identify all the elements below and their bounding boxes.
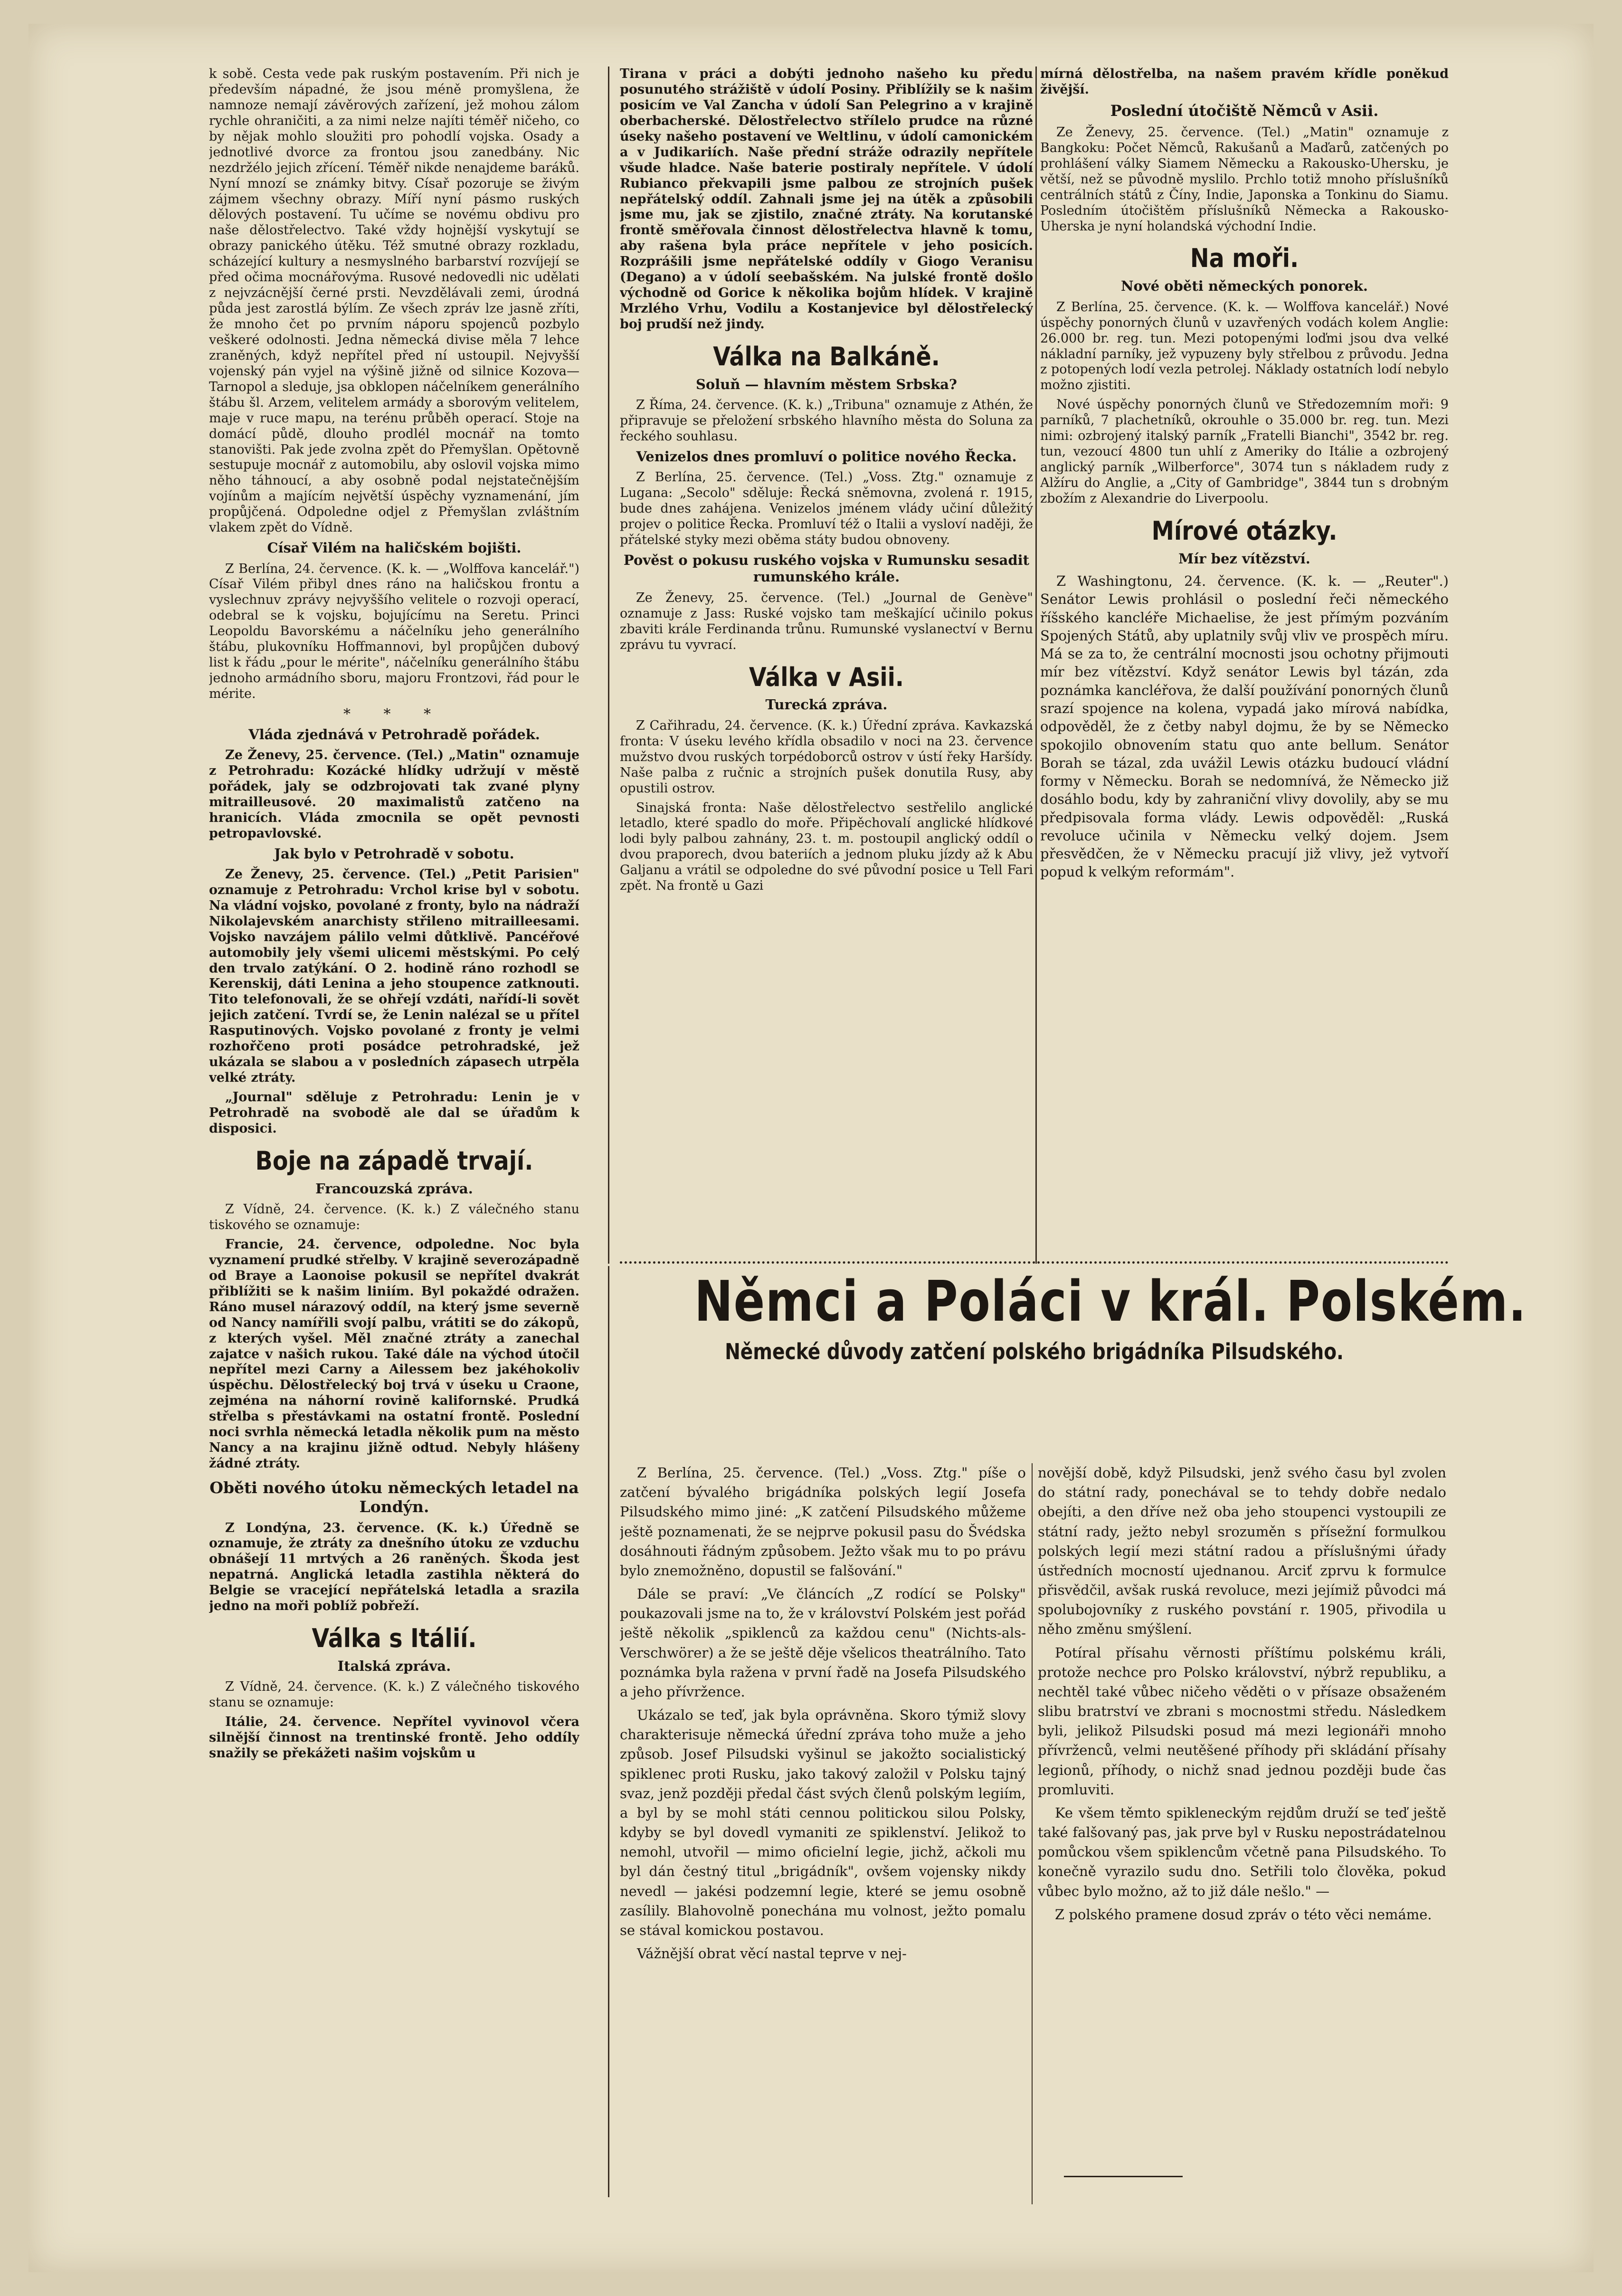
column-2 — [620, 67, 1033, 1259]
article-text: Z Vídně, 24. července. (K. k.) Z válečného stanu tiskového se oznamuje: — [209, 1202, 579, 1233]
article-text: Itálie, 24. července. Nepřítel vyvinovol včera silnější činnost na trentinské frontě. Jeho oddíly snažily se překážeti našim vojskům u — [209, 1715, 579, 1761]
article-text: Potíral přísahu věrnosti příštímu polskému králi, protože nechce pro Polsko království, nýbrž republiku, a nechtěl také vůbec ničeho věděti o v přísaze obsaženém slibu bratrství ve zbrani s mocnostmi středu. Následkem byli, jelikož Pilsudski posud má mezi legionáři mnoho přívrženců, velmi neutěšené příhody při skládání přísahy legionů, příhody, o nichž snad jednou později bude čas promluviti. — [1038, 1644, 1446, 1798]
lead-article-header — [620, 1268, 1527, 1364]
article-text: Sinajská fronta: Naše dělostřelectvo sestřelilo anglické letadlo, které spadlo do moře. Připěchovalí anglické hlídkové lodi byly palbou zahnány, 23. t. m. postoupil anglický oddíl o dvou praporech, dvou bateriích a jednom pluku jízdy až k Abu Galjanu a vrátil se odpoledne do své původní posice u Tell Fari zpět. Na frontě u Gazi — [620, 800, 1033, 894]
article-text: Z Berlína, 25. července. (Tel.) „Voss. Ztg." píše o zatčení bývalého brigádníka polských legií Josefa Pilsudského mimo jiné: „K zatčení Pilsudského můžeme ještě poznamenati, že se nejprve pokusil pasu do Švédska dosáhnouti řádným způsobem. Ježto však mu to po právu bylo znemožněno, dopustil se falšování." — [620, 1465, 1026, 1579]
section-headline: Na moři. — [1190, 243, 1299, 274]
article-text: k sobě. Cesta vede pak ruským postavením. Při nich je především nápadné, že jsou méně promyšlena, že namnoze nemají závěrových zařízení, jež mohou zálom rychle ohraničiti, a za nimi nelze najíti téměř ničeho, co by nějak mohlo sloužiti pro pohodlí vojska. Osady a jednotlivé dvorce za frontou jsou zanedbány. Nic nezdržélo jejich zřícení. Téměř nikde nenajdeme baráků. Nyní mnozí se známky bitvy. Císař pozoruje se živým zájmem všechny obrazy. Míří nyní pásmo ruských dělových postavení. Tu učíme se novému obdivu pro naše dělostřelectvo. Také vždy hojnější vyskytují se obrazy panického útěku. Též smutné obrazy rozkladu, scházející kultury a nesmyslného barbarství rozvíjejí se před očima mocnářovýma. Rusové nedovedli nic udělati z nejvzácnější černé prsti. Nevzdělávali zemi, úrodná půda jest zarostlá býlím. Ze všech zpráv lze jasně zříti, že mnoho čet po prvním náporu spojenců pozbylo veškeré odolnosti. Jedna německá divise měla 7 lehce zraněných, když nepřítel před ní ustoupil. Nejvyšší vojenský pán vyjel na výšině jižně od silnice Kozova—Tarnopol a sleduje, jsa obklopen náčelníkem generálního štábu šl. Arzem, velitelem armády a sborovým velitelem, maje v ruce mapu, na terénu průběh operací. Stoje na domácí půdě, dlouho prodlél mocnář na tomto stanovišti. Pak jede zvolna zpět do Přemyšlan. Opětovně sestupuje mocnář z automobilu, aby oslovil vojska mimo něho táhnoucí, a aby osobně podal nejstatečnějším vojínům a majícím největší úspěchy vyznamenání, jím propůjčená. Odpoledne odjel z Přemyšlan zvláštním vlakem zpět do Vídně. — [209, 67, 579, 535]
article-text: Z Berlína, 24. července. (K. k. — „Wolffova kancelář.") Císař Vilém přibyl dnes ráno na haličskou frontu a vyslechnuv zprávy nejvyššího velitele o rozvoji operací, odebral se k vojsku, bojujícímu na Seretu. Princi Leopoldu Bavorskému a náčelníku jeho generálního štábu, plukovníku Hoffmannovi, byl propůjčen dubový list k řádu „pour le mérite", náčelníku generálního štábu jednoho armádního sboru, majoru Frontzovi, řád pour le mérite. — [209, 561, 579, 701]
section-headline: Válka v Asii. — [749, 662, 904, 692]
section-divider: * * * — [343, 705, 446, 723]
section-headline: Válka s Itálií. — [312, 1623, 477, 1654]
headline: Oběti nového útoku německých letadel na Londýn. — [209, 1478, 579, 1516]
article-text: novější době, když Pilsudski, jenž svého času byl zvolen do státní rady, ponechával se to tehdy dobře nedalo obejíti, a den dříve než oba jeho stoupenci vystoupili ze státní rady, ježto nebyl srozuměn s přísežní formulkou polských legií mezi státní radou a příslušnými úřady ústředních mocností ujednanou. Arciť zprvu k formulce přisvědčil, avšak ruská revoluce, mezi jejímiž původci má spolubojovníky z ruského povstání r. 1905, přivodila u něho změnu smýšlení. — [1038, 1465, 1446, 1638]
headline: Vláda zjednává v Petrohradě pořádek. — [248, 726, 540, 743]
article-text: Dále se praví: „Ve článcích „Z rodící se Polsky" poukazovali jsme na to, že v království Polském jest pořád ještě několik „spiklenců za každou cenu" (Nichts-als-Verschwörer) a že se ještě děje všelicos theatrálního. Tato poznámka byla ražena v první řadě na Josefa Pilsudského a jeho přívržence. — [620, 1586, 1026, 1700]
article-text: Ze Ženevy, 25. července. (Tel.) „Matin" oznamuje z Petrohradu: Kozácké hlídky udržují v městě pořádek, jaly se odzbrojovati tak zvané plyny mitrailleusové. 20 maximalistů zatčeno na hranicích. Vláda zmocnila se opět pevnosti petropavlovské. — [209, 747, 579, 841]
subheadline: Francouzská zpráva. — [315, 1180, 473, 1197]
article-text: Vážnější obrat věcí nastal teprve v nej- — [637, 1945, 907, 1962]
column-1 — [209, 67, 579, 2166]
section-headline: Válka na Balkáně. — [713, 341, 940, 372]
article-text: Z polského pramene dosud zpráv o této věci nemáme. — [1055, 1906, 1432, 1923]
column-3 — [1040, 67, 1449, 1259]
article-text: Ze Ženevy, 25. července. (Tel.) „Matin" oznamuje z Bangkoku: Počet Němců, Rakušanů a Maďarů, zatčených po prohlášení války Siamem Německu a Rakousko-Uhersku, je větší, než se původně myslilo. Prchlo totiž mnoho příslušníků centrálních států z Číny, Indie, Japonska a Tonkinu do Siamu. Posledním útočištěm příslušníků Německa a Rakousko-Uherska je nyní holandská východní Indie. — [1040, 124, 1449, 234]
article-text: Z Vídně, 24. července. (K. k.) Z válečného tiskového stanu se oznamuje: — [209, 1679, 579, 1710]
article-text: Z Berlína, 25. července. (Tel.) „Voss. Ztg." oznamuje z Lugana: „Secolo" sděluje: Řecká sněmovna, zvolená r. 1915, bude dnes zahájena. Venizelos jménem vlády učiní důležitý projev o politice Řecka. Promluví též o Italii a vysloví naději, že přátelské styky mezi oběma státy budou obnoveny. — [620, 470, 1033, 548]
article-text: Ukázalo se teď, jak byla oprávněna. Skoro týmiž slovy charakterisuje německá úřední zpráva toho muže a jeho způsob. Josef Pilsudski vyšinul se jakožto socialistický spiklenec proti Rusku, jako takový založil v Polsku tajný svaz, jenž později předal část svých členů polským legiím, a byl by se mohl státi cennou politickou silou Polsky, kdyby se byl dovedl vymaniti ze spiklenství. Jelikož to nemohl, utvořil — mimo oficielní legie, jichž, ačkoli mu byl dán čestný titul „brigádník", ovšem vojensky nikdy nevedl — jakési podzemní legie, které se jemu osobně zasílily. Blahovolně ponechána mu volnost, ježto pomalu se stával komickou postavou. — [620, 1707, 1026, 1938]
column-rule — [1032, 1463, 1033, 2204]
column-rule — [1035, 67, 1037, 1264]
headline: Jak bylo v Petrohradě v sobotu. — [274, 845, 514, 862]
column-rule — [608, 67, 609, 1264]
article-text: Ke všem těmto spikleneckým rejdům druží se teď ještě také falšovaný pas, jak prve byl v Rusku nepostrádatelnou pomůckou všem spiklencům včetně pana Pilsudského. To konečně vyrazilo sudu dno. Setřili tolo člověka, pokud vůbec bylo možno, až to již dále nešlo." — — [1038, 1804, 1446, 1899]
lead-article-column-2 — [1038, 1463, 1446, 2242]
article-text: Z Londýna, 23. července. (K. k.) Úředně se oznamuje, že ztráty za dnešního útoku ze vzduchu obnášejí 11 mrtvých a 26 raněných. Škoda jest nepatrná. Anglická letadla zastihla některá do Belgie se vracející nepřátelská letadla a srazila jedno na moři poblíž pobřeží. — [209, 1520, 579, 1614]
lead-article-column-1 — [620, 1463, 1026, 2242]
dotted-divider — [620, 1261, 1449, 1268]
headline: Poslední útočiště Němců v Asii. — [1110, 101, 1379, 120]
end-rule — [1064, 2176, 1183, 2177]
article-text: mírná dělostřelba, na našem pravém křídle poněkud živější. — [1040, 67, 1449, 97]
article-text: Nové úspěchy ponorných člunů ve Středozemním moři: 9 parníků, 7 plachetníků, okrouhle o 35.000 br. reg. tun. Mezi nimi: ozbrojený italský parník „Fratelli Bianchi", 3542 br. reg. tun, vezoucí 4800 tun uhlí z Ameriky do Itálie a ozbrojený anglický parník „Wilberforce", 3074 tun s nákladem rudy z Alžíru do Anglie, a „City of Gambridge", 3844 tun s drobným zbožím z Alexandrie do Liverpoolu. — [1040, 397, 1449, 506]
subheadline: Soluň — hlavním městem Srbska? — [695, 376, 958, 392]
article-text: Ze Ženevy, 25. července. (Tel.) „Journal de Genève" oznamuje z Jass: Ruské vojsko tam meškající učinilo pokus zbaviti krále Ferdinanda trůnu. Rumunské vyslanectví v Bernu zprávu tu vyvrací. — [620, 590, 1033, 652]
article-text: „Journal" sděluje z Petrohradu: Lenin je v Petrohradě na svobodě ale dal se úřadům k disposici. — [209, 1090, 579, 1136]
article-text: Z Cařihradu, 24. července. (K. k.) Úřední zpráva. Kavkazská fronta: V úseku levého křídla obsadilo v noci na 23. července mužstvo dvou ruských torpédoborců ostrov v ústí řeky Haršídy. Naše palba z ručnic a strojních pušek donutila Rusy, aby opustili ostrov. — [620, 718, 1033, 796]
column-rule — [608, 1266, 609, 2197]
subheadline: Mír bez vítězství. — [1178, 550, 1310, 567]
section-headline: Mírové otázky. — [1151, 515, 1337, 546]
article-text: Z Berlína, 25. července. (K. k. — Wolffova kancelář.) Nové úspěchy ponorných člunů v uzavřených vodách kolem Anglie: 26.000 br. reg. tun. Mezi potopenými loďmi jsou dva velké nákladní parníky, jež vypuzeny byly střelbou z průvodu. Jedna z potopených lodí vezla petrolej. Náklady ostatních lodí nebylo možno zjistiti. — [1040, 299, 1449, 393]
article-text: Francie, 24. července, odpoledne. Noc byla vyznamení prudké střelby. V krajině severozápadně od Braye a Laonoise pokusil se nepřítel dvakrát přiblížiti se k našim liniím. Byl pokaždé odražen. Ráno musel nárazový oddíl, na který jsme severně od Nancy namířili svojí palbu, vrátiti se do zákopů, z kterých vyšel. Měl značné ztráty a zanechal zajatce v našich rukou. Také dále na východ útočil nepřítel mezi Carny a Ailessem bez jakéhokoliv úspěchu. Dělostřelecký boj trvá v úseku u Craone, zejména na náhorní rovině kalifornské. Prudká střelba s přestávkami na ostatní frontě. Poslední noci svrhla německá letadla několik pum na město Nancy a na krajinu jižně odtud. Nebyly hlášeny žádné ztráty. — [209, 1237, 579, 1471]
section-headline: Boje na západě trvají. — [255, 1145, 533, 1176]
subheadline: Nové oběti německých ponorek. — [1121, 278, 1368, 295]
lead-subheadline: Německé důvody zatčení polského brigádníka Pilsudského. — [725, 1339, 1344, 1364]
lead-headline: Němci a Poláci v král. Polském. — [694, 1268, 1527, 1334]
article-text: Z Říma, 24. července. (K. k.) „Tribuna" oznamuje z Athén, že připravuje se přeložení srbského hlavního města do Soluna za řeckého souhlasu. — [620, 398, 1033, 444]
article-text: Tirana v práci a dobýti jednoho našeho ku předu posunutého strážiště v údolí Posiny. Přiblížily se k našim posicím ve Val Zancha v údolí San Pelegrino a v krajině oberbacherské. Dělostřelectvo střílelo prudce na různé úseky našeho postavení ve Weltlinu, v údolí camonickém a v Judikariích. Naše přední stráže odrazily nepřítele všude hladce. Naše baterie postiraly nepřítele. V údolí Rubianco překvapili jsme palbou ze strojních pušek nepřátelský oddíl. Zahnali jsme jej na útěk a způsobili jsme mu, jak se zjistilo, značné ztráty. Na korutanské frontě směřovala činnost dělostřelectva hlavně k tomu, aby rašena byla práce nepřítele v jeho posicích. Rozprášili jsme nepřátelské oddíly v Giogo Veranisu (Degano) a v údolí seebašském. Na julské frontě došlo východně od Gorice k několika bojům hlídek. V krajině Mrzlého Vrhu, Vodilu a Kostanjevice byl dělostřelecký boj prudší než jindy. — [620, 67, 1033, 332]
subheadline: Turecká zpráva. — [765, 696, 888, 713]
headline: Pověst o pokusu ruského vojska v Rumunsku sesadit rumunského krále. — [623, 552, 1030, 585]
article-text: Ze Ženevy, 25. července. (Tel.) „Petit Parisien" oznamuje z Petrohradu: Vrchol krise byl v sobotu. Na vládní vojsko, povolané z fronty, bylo na nádraží Nikolajevském anarchisty střileno mitrailleesami. Vojsko navzájem pálilo velmi důtklivě. Pancéřové automobily jely všemi ulicemi městskými. Po celý den trvalo zatýkání. O 2. hodině ráno rozhodl se Kerenskij, dáti Lenina a jeho stoupence zatknouti. Tito telefonovali, že se ohřejí vzdáti, nařídí-li sovět jejich zatčení. Tvrdí se, že Lenin nalézal se u přítel Rasputinových. Vojsko povolané z fronty je velmi rozhořčeno proti posádce petrohradské, jež ukázala se slabou a v posledních zápasech utrpěla velké ztráty. — [209, 867, 579, 1086]
headline: Císař Vilém na haličském bojišti. — [267, 540, 522, 556]
headline: Venizelos dnes promluví o politice nového Řecka. — [636, 448, 1017, 465]
subheadline: Italská zpráva. — [337, 1658, 451, 1675]
article-text: Z Washingtonu, 24. července. (K. k. — „Reuter".) Senátor Lewis prohlásil o poslední řeči německého říšského kancléře Michaelise, že jest přímým pozváním Spojených Států, aby uplatnily svůj vliv ve prospěch míru. Má se za to, že centrální mocnosti jsou ochotny přijmouti mír bez vítězství. Když senátor Lewis byl tázán, zda poznámka kancléřova, že další používání ponorných člunů srazí spojence na kolena, vypadá jako mírová nabídka, odpověděl, že z četby nabyl dojmu, že by se Německo spokojilo obnovením statu quo ante bellum. Senátor Borah se tázal, zda uvážil Lewis otázku budoucí vládní formy v Německu. Borah se nedomnívá, že Německo již dosáhlo bodu, kdy by zahraniční vlivy dovolily, aby se mu předpisovala forma vlády. Lewis odpověděl: „Ruská revoluce učinila v Německu velký dojem. Jsem přesvědčen, že v Německu pracují již vlivy, jež vytvoří popud k velkým reformám". — [1040, 573, 1449, 880]
